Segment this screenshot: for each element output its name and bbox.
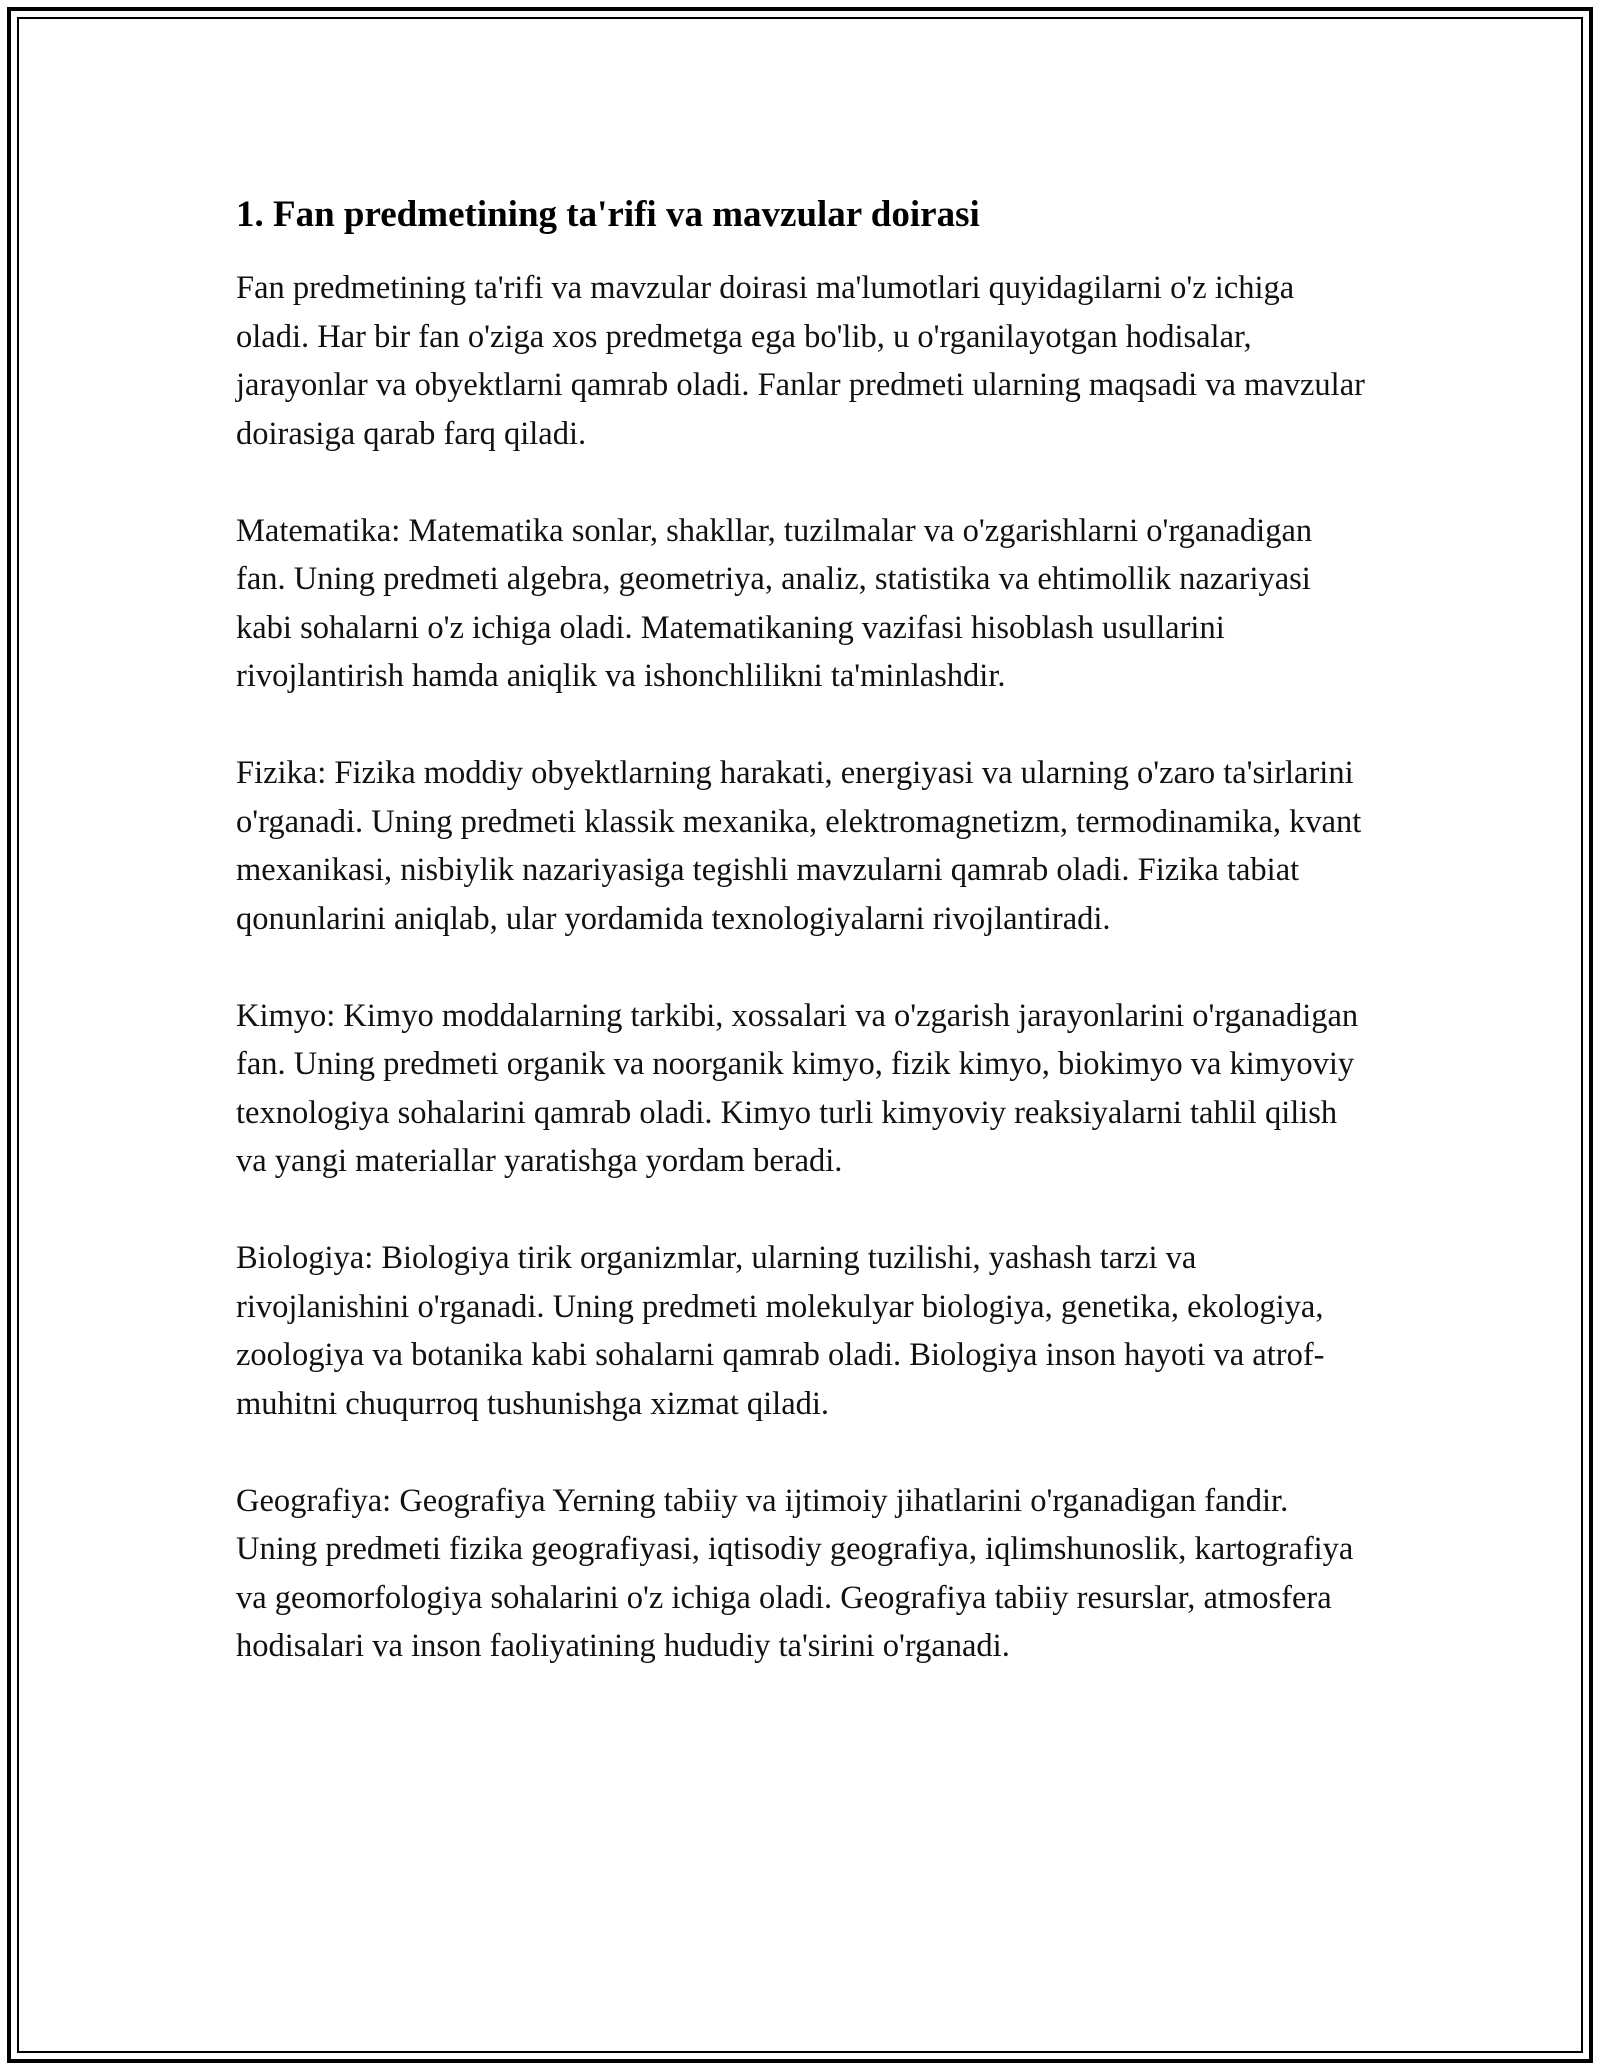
section-heading: 1. Fan predmetining ta'rifi va mavzular doirasi <box>236 194 980 235</box>
intro-paragraph: Fan predmetining ta'rifi va mavzular doirasi ma'lumotlari quyidagilarni o'z ichiga oladi. Har bir fan o'ziga xos predmetga ega bo'lib, u o'rganilayotgan hodisalar, jarayonlar va obyektlarni qamrab oladi. Fanlar predmeti ularning maqsadi va mavzular doirasiga qarab farq qiladi. <box>236 270 1365 452</box>
document-body <box>236 190 1366 1719</box>
physics-paragraph: Fizika: Fizika moddiy obyektlarning harakati, energiyasi va ularning o'zaro ta'sirlarini o'rganadi. Uning predmeti klassik mexanika, elektromagnetizm, termodinamika, kvant mexanikasi, nisbiylik nazariyasiga tegishli mavzularni qamrab oladi. Fizika tabiat qonunlarini aniqlab, ular yordamida texnologiyalarni rivojlantiradi. <box>236 755 1362 937</box>
geography-paragraph: Geografiya: Geografiya Yerning tabiiy va ijtimoiy jihatlarini o'rganadigan fandir. Uning predmeti fizika geografiyasi, iqtisodiy geografiya, iqlimshunoslik, kartografiya va geomorfologiya sohalarini o'z ichiga oladi. Geografiya tabiiy resurslar, atmosfera hodisalari va inson faoliyatining hududiy ta'sirini o'rganadi. <box>236 1482 1354 1664</box>
chemistry-paragraph: Kimyo: Kimyo moddalarning tarkibi, xossalari va o'zgarish jarayonlarini o'rganadigan fan. Uning predmeti organik va noorganik kimyo, fizik kimyo, biokimyo va kimyoviy texnologiya sohalarini qamrab oladi. Kimyo turli kimyoviy reaksiyalarni tahlil qilish va yangi materiallar yaratishga yordam beradi. <box>236 997 1359 1179</box>
biology-paragraph: Biologiya: Biologiya tirik organizmlar, ularning tuzilishi, yashash tarzi va rivojlanishini o'rganadi. Uning predmeti molekulyar biologiya, genetika, ekologiya, zoologiya va botanika kabi sohalarni qamrab oladi. Biologiya inson hayoti va atrof-muhitni chuqurroq tushunishga xizmat qiladi. <box>236 1240 1325 1422</box>
mathematics-paragraph: Matematika: Matematika sonlar, shakllar, tuzilmalar va o'zgarishlarni o'rganadigan fan. Uning predmeti algebra, geometriya, analiz, statistika va ehtimollik nazariyasi kabi sohalarni o'z ichiga oladi. Matematikaning vazifasi hisoblash usullarini rivojlantirish hamda aniqlik va ishonchlilikni ta'minlashdir. <box>236 512 1313 694</box>
